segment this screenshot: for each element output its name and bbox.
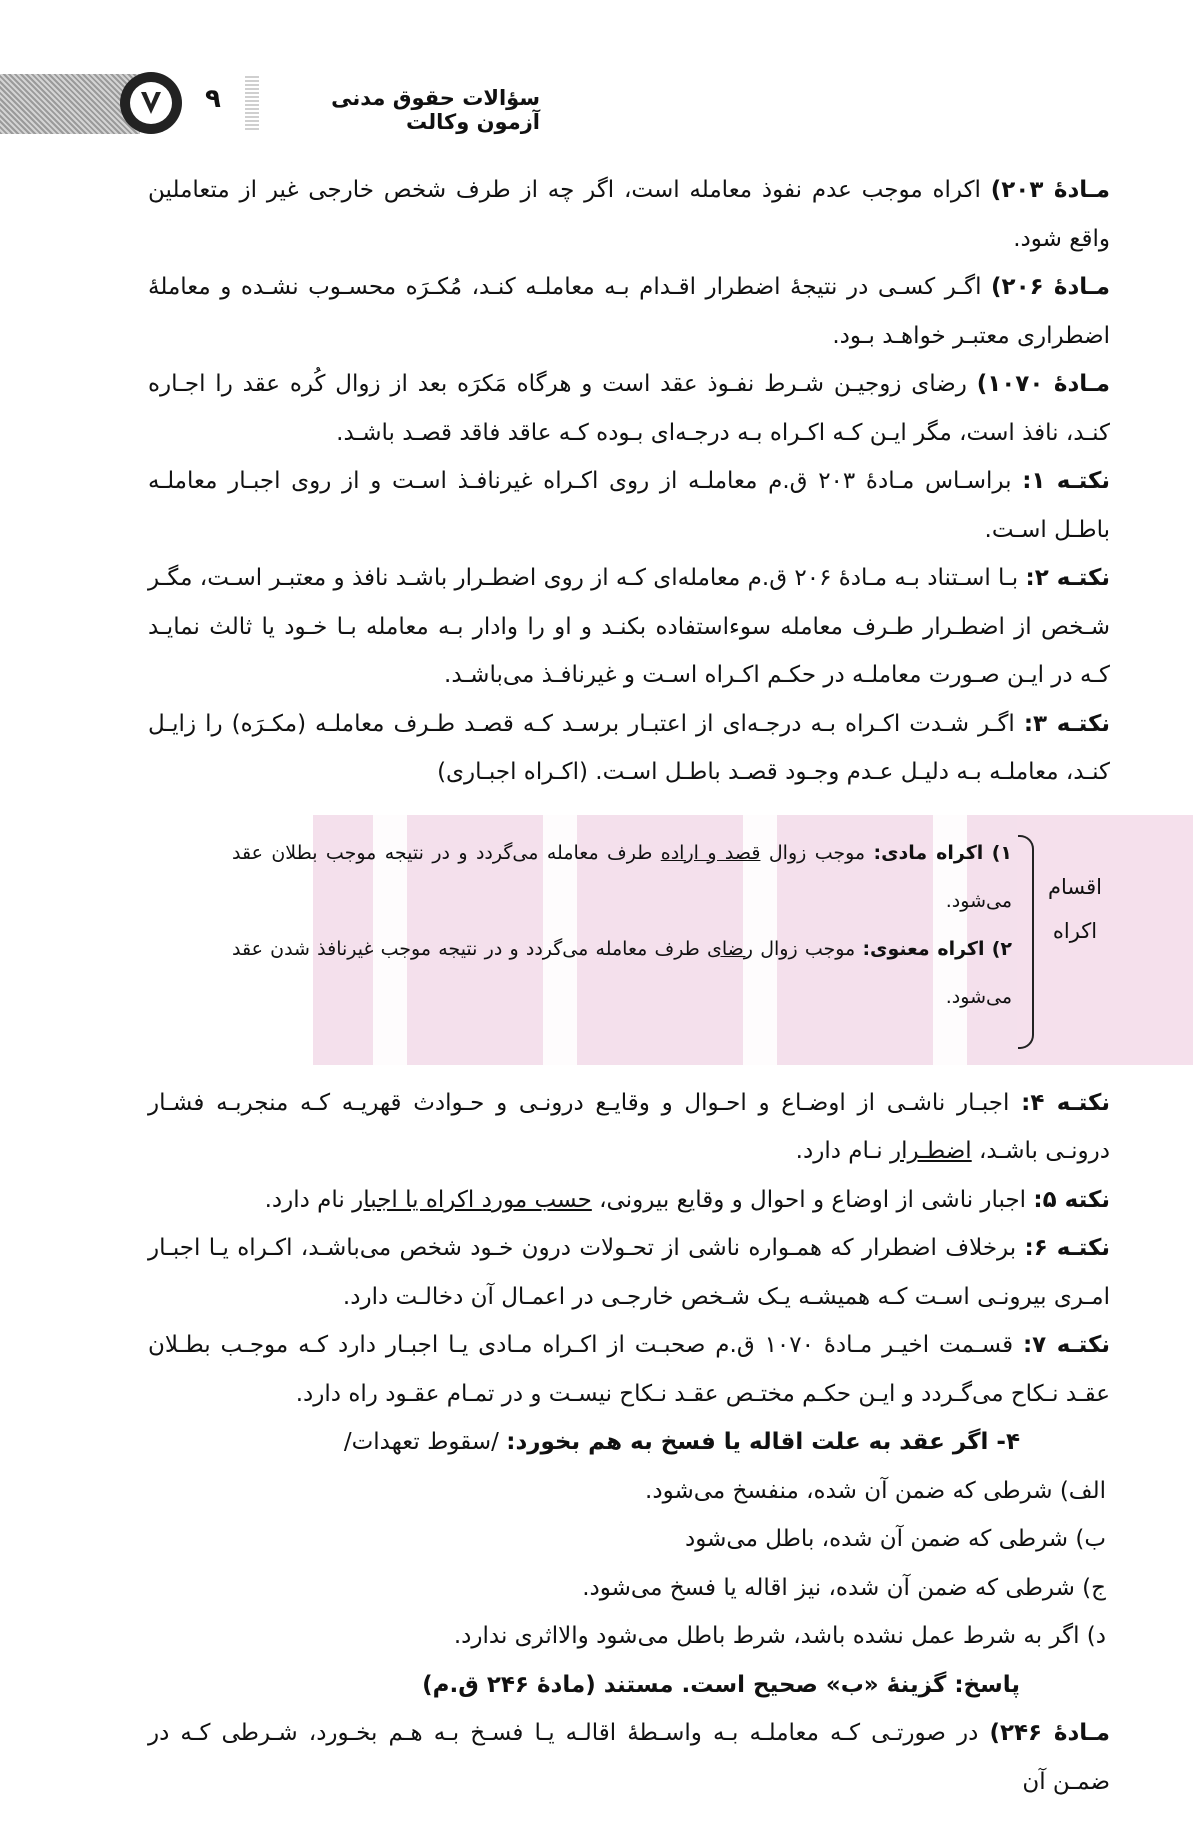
note-3: نکتـه ۳: اگـر شـدت اکـراه بـه درجـه‌ای از اعتبـار برسـد کـه قصـد طـرف معاملـه (مکـرَه) را زایـل کنـد، معاملـه بـه دلیـل عـدم وجـود قصـد باطـل اسـت. (اکـراه اجبـاری)	[148, 710, 1111, 785]
running-title: سؤالات حقوق مدنی آزمون وکالت	[331, 86, 540, 134]
answer-line: پاسخ: گزینهٔ «ب» صحیح است. مستند (مادهٔ ۲۴۶ ق.م)	[422, 1671, 1020, 1698]
classification-box	[148, 805, 1110, 1075]
header-divider	[245, 76, 259, 130]
option-b: ب) شرطی که ضمن آن شده، باطل می‌شود	[685, 1526, 1106, 1552]
option-c: ج) شرطی که ضمن آن شده، نیز اقاله یا فسخ می‌شود.	[582, 1574, 1106, 1601]
option-d: د) اگر به شرط عمل نشده باشد، شرط باطل می‌شود والااثری ندارد.	[453, 1623, 1106, 1649]
note-4: نکتـه ۴: اجبـار ناشـی از اوضـاع و احـوال و وقایـع درونـی و حـوادث قهریـه کـه منجربـه فشـار درونـی باشـد، اضطـرار نـام دارد.	[148, 1089, 1110, 1164]
classification-items	[232, 829, 1012, 1021]
question-4: ۴- اگر عقد به علت اقاله یا فسخ به هم بخورد: /سقوط تعهدات/	[343, 1429, 1020, 1455]
article-1070: مـادهٔ ۱۰۷۰) رضای زوجیـن شـرط نفـوذ عقد است و هرگاه مَکرَه بعد از زوال کُره عقد را اجـاره کنـد، نافذ است، مگر ایـن کـه اکـراه بـه درجـه‌ای بـوده کـه عاقد فاقد قصـد باشـد.	[148, 371, 1110, 446]
header-pattern-strip	[0, 74, 140, 134]
note-1: نکتـه ۱: براسـاس مـادهٔ ۲۰۳ ق.م معاملـه از روی اکـراه غیرنافـذ اسـت و از روی اجبـار معاملـه باطـل اسـت.	[148, 468, 1111, 543]
publisher-logo-icon	[120, 72, 182, 134]
note-7: نکتـه ۷: قسـمت اخیـر مـادهٔ ۱۰۷۰ ق.م صحبـت از اکـراه مـادی یـا اجبـار دارد کـه موجـب بطـلان عقـد نـکاح می‌گـردد و ایـن حکـم مختـص عقـد نـکاح نیسـت و در تمـام عقـود راه دارد.	[148, 1332, 1110, 1407]
page-number: ۹	[205, 84, 221, 114]
article-246: مـادهٔ ۲۴۶) در صورتـی کـه معاملـه بـه واسـطهٔ اقالـه یـا فسـخ بـه هـم بخـورد، شـرطی کـه در ضمـن آن	[148, 1720, 1110, 1795]
classification-item-material: ۱) اکراه مادی: موجب زوال قصد و اراده طرف معامله می‌گردد و در نتیجه موجب بطلان عقد می‌شود.	[232, 841, 1013, 912]
article-206: مـادهٔ ۲۰۶) اگـر کسـی در نتیجهٔ اضطرار اقـدام بـه معاملـه کنـد، مُکـرَه محسـوب نشـده و معاملهٔ اضطراری معتبـر خواهـد بـود.	[148, 274, 1110, 349]
classification-item-moral: ۲) اکراه معنوی: موجب زوال رضای طرف معامله می‌گردد و در نتیجه موجب غیرنافذ شدن عقد می‌شود.	[232, 937, 1012, 1008]
page-header	[0, 62, 1199, 146]
page-body	[148, 166, 1110, 1806]
option-a: الف) شرطی که ضمن آن شده، منفسخ می‌شود.	[645, 1477, 1106, 1504]
classification-label: اقسام اکراه	[1047, 874, 1102, 943]
brace-icon	[1018, 835, 1034, 1049]
article-203: مـادهٔ ۲۰۳) اکراه موجب عدم نفوذ معامله است، اگر چه از طرف شخص خارجی غیر از متعاملین واقع شود.	[148, 177, 1110, 252]
note-2: نکتـه ۲: بـا اسـتناد بـه مـادهٔ ۲۰۶ ق.م معامله‌ای کـه از روی اضطـرار باشـد نافذ و معتبـر اسـت، مگـر شـخص از اضطـرار طـرف معامله سوءاستفاده بکنـد و او را وادار بـه معامله بـا خـود یا ثالث نمایـد کـه در ایـن صـورت معاملـه در حکـم اکـراه اسـت و غیرنافـذ می‌باشـد.	[148, 565, 1111, 688]
note-6: نکتـه ۶: برخلاف اضطرار که همـواره ناشی از تحـولات درون خـود شخص می‌باشـد، اکـراه یـا اجبـار امـری بیرونـی اسـت کـه همیشـه یـک شـخص خارجـی در اعمـال آن دخالـت دارد.	[148, 1235, 1111, 1310]
note-5: نکته ۵: اجبار ناشی از اوضاع و احوال و وقایع بیرونی، حسب مورد اکراه یا اجبار نام دارد.	[264, 1186, 1110, 1213]
